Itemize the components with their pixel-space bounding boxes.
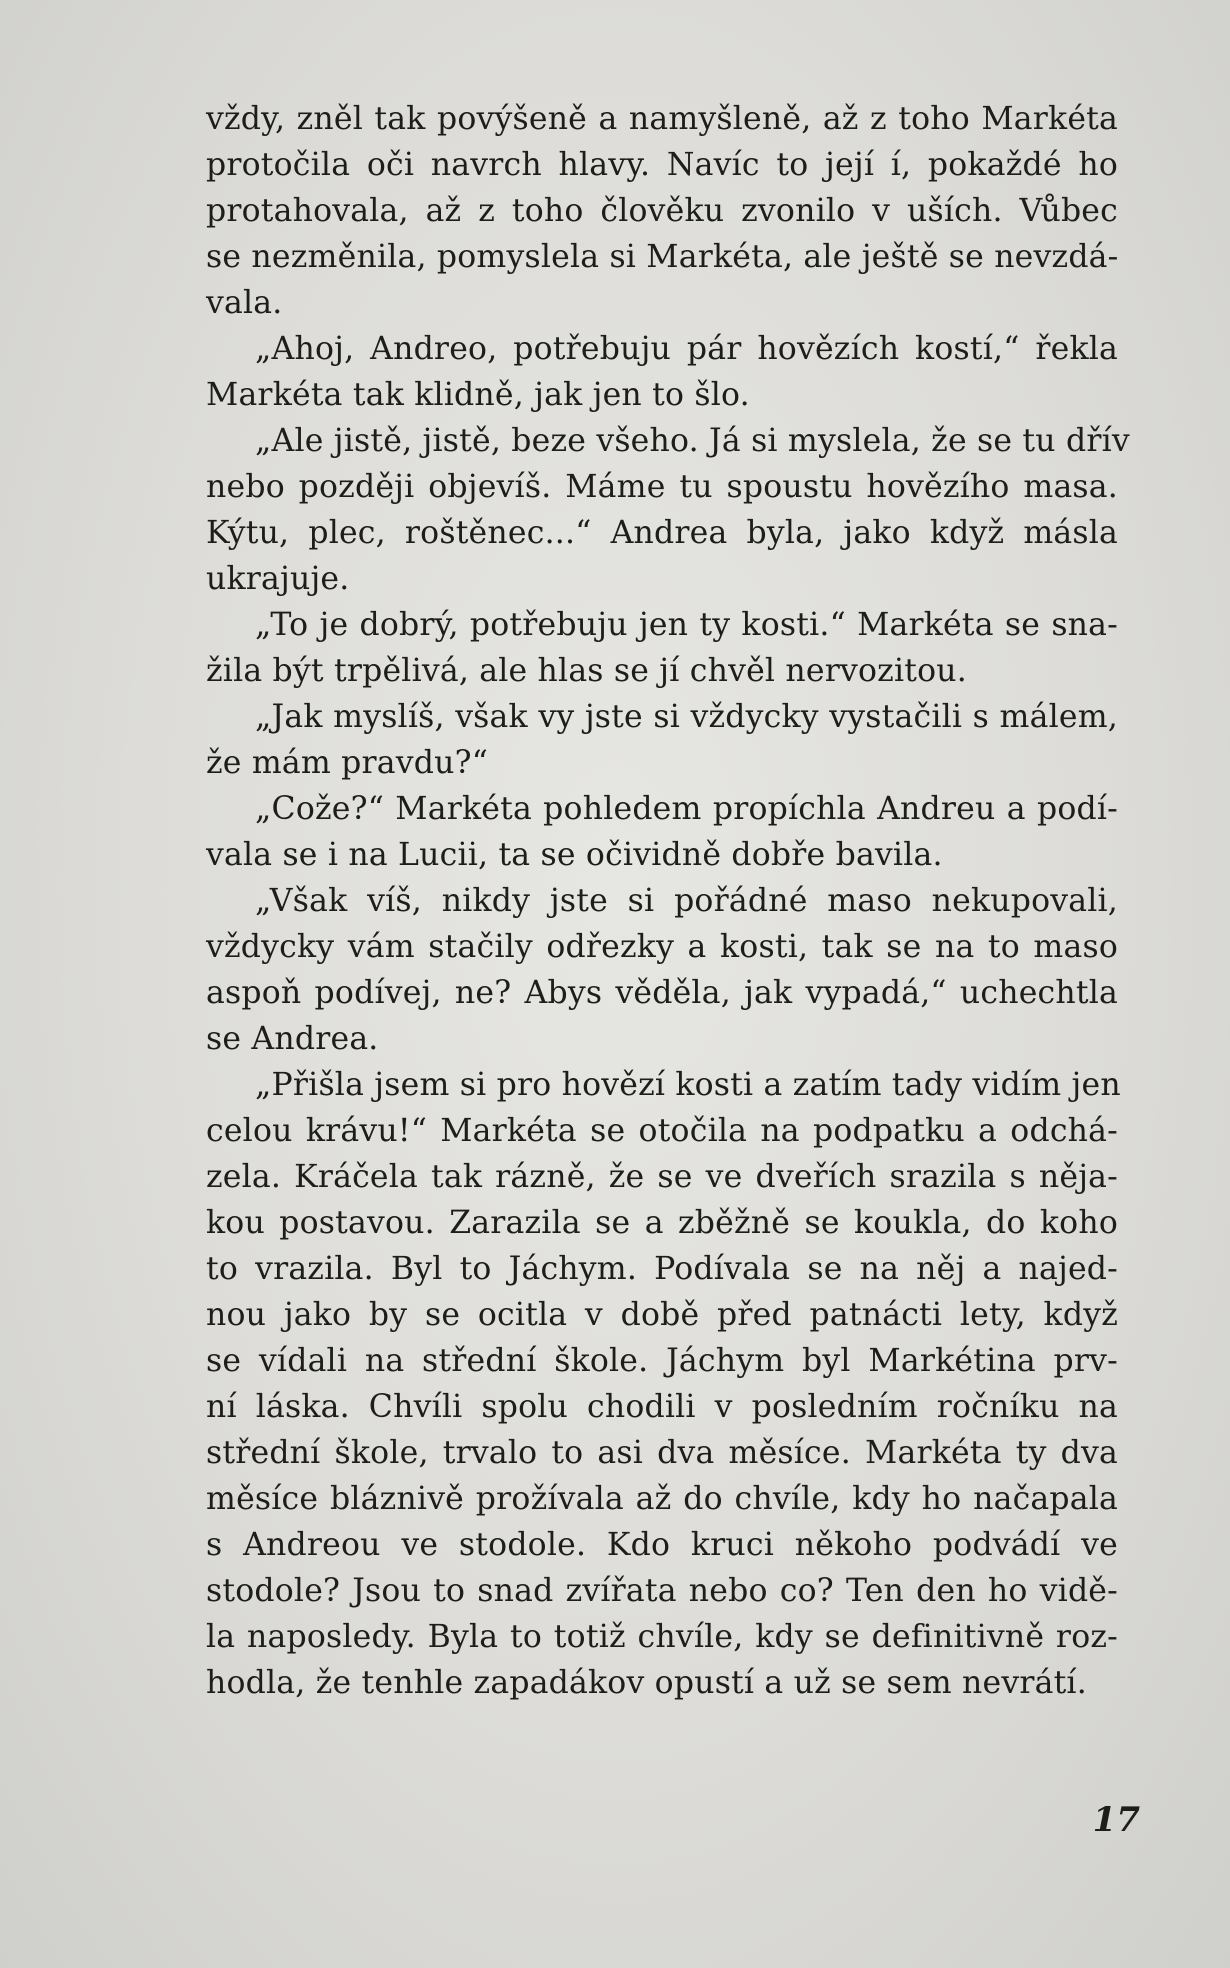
text-line: zela. Kráčela tak rázně, že se ve dveřích srazila s něja- bbox=[206, 1159, 1118, 1195]
text-line: „Jak myslíš, však vy jste si vždycky vystačili s málem, bbox=[255, 699, 1118, 735]
text-line: se Andrea. bbox=[206, 1021, 379, 1057]
text-line: s Andreou ve stodole. Kdo kruci někoho podvádí ve bbox=[206, 1527, 1118, 1563]
text-line: ukrajuje. bbox=[206, 561, 350, 597]
body-text bbox=[206, 96, 1130, 1706]
text-line: že mám pravdu?“ bbox=[206, 745, 489, 781]
text-line: měsíce bláznivě prožívala až do chvíle, kdy ho načapala bbox=[206, 1481, 1118, 1517]
text-line: se nezměnila, pomyslela si Markéta, ale ještě se nevzdá- bbox=[206, 239, 1119, 275]
text-line: „To je dobrý, potřebuju jen ty kosti.“ Markéta se sna- bbox=[255, 607, 1118, 643]
text-line: „Cože?“ Markéta pohledem propíchla Andreu a podí- bbox=[255, 791, 1118, 827]
text-line: Markéta tak klidně, jak jen to šlo. bbox=[206, 377, 750, 413]
text-line: protahovala, až z toho člověku zvonilo v uších. Vůbec bbox=[206, 193, 1118, 229]
text-line: to vrazila. Byl to Jáchym. Podívala se na něj a najed- bbox=[206, 1251, 1118, 1287]
text-line: la naposledy. Byla to totiž chvíle, kdy se definitivně roz- bbox=[206, 1619, 1118, 1655]
text-line: nebo později objevíš. Máme tu spoustu hovězího masa. bbox=[206, 469, 1118, 505]
text-line: vala. bbox=[206, 285, 283, 321]
text-line: vždycky vám stačily odřezky a kosti, tak se na to maso bbox=[206, 929, 1118, 965]
text-line: protočila oči navrch hlavy. Navíc to její í, pokaždé ho bbox=[206, 147, 1118, 183]
text-line: ní láska. Chvíli spolu chodili v posledním ročníku na bbox=[206, 1389, 1118, 1425]
text-line: stodole? Jsou to snad zvířata nebo co? Ten den ho vidě- bbox=[206, 1573, 1118, 1609]
text-line: se vídali na střední škole. Jáchym byl Markétina prv- bbox=[206, 1343, 1118, 1379]
text-line: střední škole, trvalo to asi dva měsíce. Markéta ty dva bbox=[206, 1435, 1118, 1471]
text-line: Kýtu, plec, roštěnec...“ Andrea byla, jako když másla bbox=[206, 515, 1118, 551]
text-line: kou postavou. Zarazila se a zběžně se koukla, do koho bbox=[206, 1205, 1118, 1241]
text-line: „Ahoj, Andreo, potřebuju pár hovězích kostí,“ řekla bbox=[255, 331, 1118, 367]
text-line: celou krávu!“ Markéta se otočila na podpatku a odchá- bbox=[206, 1113, 1118, 1149]
text-line: žila být trpělivá, ale hlas se jí chvěl nervozitou. bbox=[206, 653, 967, 689]
text-line: aspoň podívej, ne? Abys věděla, jak vypadá,“ uchechtla bbox=[206, 975, 1118, 1011]
text-line: „Ale jistě, jistě, beze všeho. Já si myslela, že se tu dřív bbox=[255, 423, 1130, 459]
text-line: hodla, že tenhle zapadákov opustí a už se sem nevrátí. bbox=[206, 1665, 1087, 1701]
text-line: vala se i na Lucii, ta se očividně dobře bavila. bbox=[206, 837, 943, 873]
text-line: „Však víš, nikdy jste si pořádné maso nekupovali, bbox=[255, 883, 1118, 919]
page-number: 17 bbox=[1092, 1800, 1140, 1840]
text-line: vždy, zněl tak povýšeně a namyšleně, až z toho Markéta bbox=[206, 101, 1118, 137]
text-line: „Přišla jsem si pro hovězí kosti a zatím tady vidím jen bbox=[255, 1067, 1121, 1103]
text-line: nou jako by se ocitla v době před patnácti lety, když bbox=[206, 1297, 1118, 1333]
